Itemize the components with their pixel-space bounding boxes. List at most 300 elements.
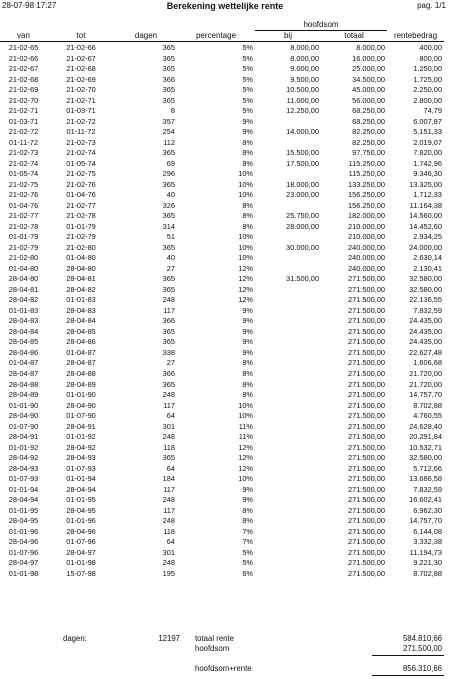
table-cell (255, 569, 321, 580)
table-cell: 365 (162, 43, 175, 52)
table-row (0, 106, 444, 117)
table-cell: 240.000,00 (348, 263, 386, 273)
table-cell: 21-02-74 (66, 148, 96, 158)
table-cell: 56.000,00 (352, 95, 386, 105)
table-cell: 366 (162, 316, 175, 326)
table-cell: 10% (238, 232, 253, 242)
table-cell: 12% (238, 284, 253, 294)
table-cell: 64 (166, 411, 175, 421)
table-cell: 28-04-88 (66, 368, 96, 378)
table-cell: 01-05-74 (8, 169, 39, 179)
table-cell: 8.000,00 (290, 43, 319, 52)
table-cell: 365 (162, 64, 175, 74)
table-cell: 21-02-68 (8, 74, 39, 84)
table-cell: 9% (242, 326, 253, 336)
table-cell: 12% (238, 274, 253, 284)
table-cell: 21-02-73 (8, 148, 39, 158)
table-cell: 365 (162, 453, 175, 463)
table-cell: 366 (162, 368, 175, 378)
table-cell: 9% (242, 337, 253, 347)
table-cell: 28-04-89 (66, 379, 96, 389)
table-cell: 21-02-67 (66, 53, 96, 63)
table-cell (255, 264, 321, 275)
table-row (0, 453, 444, 464)
table-cell (255, 422, 321, 433)
table-cell: 271.500,00 (348, 284, 386, 294)
table-cell: 8% (242, 516, 253, 526)
footer-sum-value: 856.310,66 (402, 664, 442, 673)
table-cell: 21-02-69 (8, 85, 39, 95)
table-cell: 01-01-98 (66, 558, 96, 568)
table-cell: 5% (242, 547, 253, 557)
table-cell: 64 (166, 463, 175, 473)
table-cell: 8% (242, 200, 253, 210)
table-cell: 8% (242, 358, 253, 368)
table-cell: 82.250,00 (352, 127, 386, 137)
table-cell: 8.702,88 (413, 400, 443, 410)
table-cell: 271.500,00 (348, 505, 386, 515)
table-cell: 28-04-91 (66, 421, 96, 431)
table-body (0, 42, 444, 580)
table-cell: 21-02-71 (8, 106, 39, 116)
table-cell: 01-07-90 (66, 411, 96, 421)
table-cell: 5% (242, 53, 253, 63)
table-cell: 271.500,00 (348, 537, 386, 547)
table-cell: 01-01-95 (8, 505, 39, 515)
table-cell (255, 464, 321, 475)
table-cell: 17.500,00 (286, 158, 319, 168)
table-row (0, 148, 444, 159)
table-cell: 28.000,00 (286, 221, 319, 231)
table-cell: 10.500,00 (286, 85, 319, 95)
table-row (0, 474, 444, 485)
table-cell: 21-02-77 (8, 211, 39, 221)
table-cell: 40 (166, 190, 175, 200)
table-cell: 240.000,00 (348, 242, 386, 252)
table-cell (255, 485, 321, 496)
table-cell: 21-02-66 (66, 43, 96, 52)
table-row (0, 558, 444, 569)
table-cell: 400,00 (419, 43, 443, 52)
table-cell: 240.000,00 (348, 253, 386, 263)
table-cell: 28-04-93 (66, 453, 96, 463)
footer-totaal-rente-label: totaal rente (195, 634, 235, 643)
table-cell: 271.500,00 (348, 547, 386, 557)
table-cell: 271.500,00 (348, 295, 386, 305)
table-cell: 271.500,00 (348, 558, 386, 568)
header-hoofdsom: hoofdsom (255, 20, 387, 31)
table-cell (255, 506, 321, 517)
table-cell: 51 (166, 232, 175, 242)
table-cell: 28-04-85 (66, 326, 96, 336)
table-cell (255, 358, 321, 369)
table-cell (255, 516, 321, 527)
table-cell: 12.250,00 (286, 106, 319, 116)
table-cell: 365 (162, 85, 175, 95)
table-row (0, 159, 444, 170)
table-cell: 365 (162, 148, 175, 158)
table-cell: 01-01-96 (66, 516, 96, 526)
table-cell: 23.000,00 (286, 190, 319, 200)
table-cell: 01-04-80 (8, 263, 39, 273)
table-cell: 01-03-71 (66, 106, 96, 116)
table-cell: 9.346,30 (413, 169, 443, 179)
table-cell: 8% (242, 158, 253, 168)
table-cell: 12% (238, 295, 253, 305)
table-cell: 10% (238, 242, 253, 252)
table-cell: 248 (162, 495, 175, 505)
table-cell: 12% (238, 263, 253, 273)
total-rule (372, 675, 444, 676)
table-cell: 365 (162, 53, 175, 63)
table-row (0, 390, 444, 401)
table-cell: 21-02-65 (8, 43, 39, 52)
table-cell: 28-04-90 (66, 400, 96, 410)
table-cell: 366 (162, 74, 175, 84)
table-cell: 6.007,87 (413, 116, 443, 126)
table-cell: 357 (162, 116, 175, 126)
table-cell: 118 (163, 526, 175, 536)
table-cell: 28-04-94 (66, 484, 96, 494)
table-cell: 156.250,00 (348, 190, 386, 200)
table-cell: 271.500,00 (348, 484, 386, 494)
table-cell: 10% (238, 474, 253, 484)
table-cell: 271.500,00 (348, 453, 386, 463)
table-cell: 133.250,00 (348, 179, 386, 189)
table-row (0, 464, 444, 475)
table-row (0, 222, 444, 233)
table-cell: 156.250,00 (348, 200, 386, 210)
table-cell: 271.500,00 (348, 495, 386, 505)
table-cell (255, 348, 321, 359)
table-cell (255, 316, 321, 327)
table-cell: 22.627,48 (409, 347, 443, 357)
table-cell: 9.221,30 (413, 558, 443, 568)
table-cell: 21-02-68 (66, 64, 96, 74)
table-cell: 271.500,00 (348, 379, 386, 389)
table-cell: 01-01-96 (8, 526, 39, 536)
table-cell: 21-02-75 (66, 169, 96, 179)
table-cell: 21-02-69 (66, 74, 96, 84)
table-cell: 2.250,00 (413, 85, 443, 95)
table-cell: 64 (166, 537, 175, 547)
table-cell: 97.750,00 (352, 148, 386, 158)
table-cell: 5% (242, 95, 253, 105)
table-cell: 21-02-76 (8, 190, 39, 200)
table-cell: 21.720,00 (409, 379, 443, 389)
table-cell: 11.000,00 (286, 95, 319, 105)
table-row (0, 380, 444, 391)
table-cell: 21-02-72 (66, 116, 96, 126)
table-cell: 25.000,00 (352, 64, 386, 74)
table-cell (255, 201, 321, 212)
table-row (0, 485, 444, 496)
table-cell: 01-11-72 (66, 127, 96, 137)
table-cell: 8% (242, 390, 253, 400)
table-cell: 5.712,66 (413, 463, 443, 473)
table-cell: 5% (242, 74, 253, 84)
table-cell (255, 169, 321, 180)
table-cell: 2.130,41 (413, 263, 443, 273)
table-cell: 28-04-87 (66, 358, 96, 368)
table-cell: 01-07-96 (66, 537, 96, 547)
table-cell: 01-07-96 (8, 547, 39, 557)
table-cell: 248 (162, 390, 175, 400)
col-van: van (0, 31, 47, 42)
table-cell: 1.712,33 (413, 190, 443, 200)
table-cell: 271.500,00 (348, 516, 386, 526)
table-cell: 210.000,00 (348, 221, 386, 231)
table-cell: 13.686,58 (409, 474, 443, 484)
table-cell: 365 (162, 242, 175, 252)
table-cell: 14.452,60 (409, 221, 443, 231)
table-cell: 11.194,73 (409, 547, 443, 557)
table-cell: 28-04-96 (66, 526, 96, 536)
table-cell: 14.757,70 (409, 516, 443, 526)
table-cell: 1.250,00 (413, 64, 443, 74)
table-cell: 21-02-75 (8, 179, 39, 189)
table-cell: 117 (163, 505, 175, 515)
table-cell: 32.580,00 (409, 284, 443, 294)
table-cell: 248 (162, 558, 175, 568)
table-cell (255, 537, 321, 548)
table-row (0, 358, 444, 369)
table-cell: 8 (170, 106, 175, 116)
table-cell: 32.580,00 (409, 453, 443, 463)
table-cell (255, 474, 321, 485)
table-cell: 20.291,84 (409, 432, 443, 442)
table-row (0, 506, 444, 517)
table-cell: 1.742,96 (413, 158, 443, 168)
table-row (0, 306, 444, 317)
table-cell: 21-02-67 (8, 64, 39, 74)
col-rentebedrag: rentebedrag (387, 31, 444, 42)
table-cell: 271.500,00 (348, 368, 386, 378)
interest-table (0, 20, 444, 579)
table-row (0, 443, 444, 454)
table-row (0, 75, 444, 86)
col-tot: tot (47, 31, 115, 42)
table-cell: 248 (162, 432, 175, 442)
table-cell: 16.602,41 (409, 495, 443, 505)
table-cell: 10% (238, 400, 253, 410)
table-cell: 210.000,00 (348, 232, 386, 242)
table-cell: 28-04-84 (66, 316, 96, 326)
table-cell: 30.000,00 (286, 242, 319, 252)
table-cell: 21.720,00 (409, 368, 443, 378)
table-cell: 195 (162, 568, 175, 578)
table-cell: 27 (166, 358, 175, 368)
table-cell: 9% (242, 127, 253, 137)
table-row (0, 138, 444, 149)
table-cell: 01-04-87 (8, 358, 39, 368)
table-cell (255, 527, 321, 538)
table-cell: 01-01-94 (66, 474, 96, 484)
table-cell: 9.000,00 (290, 64, 319, 74)
table-cell: 4.760,55 (413, 411, 443, 421)
table-row (0, 548, 444, 559)
table-cell: 14.757,70 (409, 390, 443, 400)
table-cell: 1.606,68 (413, 358, 443, 368)
table-cell: 8.000,00 (290, 53, 319, 63)
table-cell: 8% (242, 368, 253, 378)
table-cell: 28-04-83 (66, 305, 96, 315)
footer-dagen-label: dagen: (63, 634, 87, 643)
table-cell: 21-02-66 (8, 53, 39, 63)
table-cell: 28-04-84 (8, 326, 39, 336)
table-cell: 28-04-90 (8, 411, 39, 421)
table-cell: 9% (242, 347, 253, 357)
table-row (0, 54, 444, 65)
table-cell: 01-01-83 (66, 295, 96, 305)
table-cell: 24.000,00 (409, 242, 443, 252)
table-cell: 365 (162, 337, 175, 347)
table-cell (255, 411, 321, 422)
table-cell: 9% (242, 116, 253, 126)
table-cell: 01-01-79 (8, 232, 39, 242)
table-row (0, 169, 444, 180)
table-row (0, 527, 444, 538)
footer-dagen-value: 12197 (158, 634, 180, 643)
table-cell: 271.500,00 (348, 326, 386, 336)
table-cell: 5% (242, 85, 253, 95)
table-cell: 11.164,38 (409, 200, 443, 210)
table-cell: 28-04-96 (8, 537, 39, 547)
table-cell: 28-04-92 (8, 453, 39, 463)
table-row (0, 295, 444, 306)
table-cell: 11% (238, 421, 253, 431)
table-cell: 21-02-70 (66, 85, 96, 95)
table-cell: 28-04-97 (8, 558, 39, 568)
table-cell: 112 (163, 137, 175, 147)
table-cell: 271.500,00 (348, 474, 386, 484)
table-cell (255, 138, 321, 149)
table-cell: 7% (242, 526, 253, 536)
table-cell: 24.435,00 (409, 326, 443, 336)
table-cell: 15.500,00 (286, 148, 319, 158)
table-cell: 45.000,00 (352, 85, 386, 95)
table-cell: 9% (242, 305, 253, 315)
table-cell: 271.500,00 (348, 411, 386, 421)
table-cell: 18.000,00 (286, 179, 319, 189)
table-row (0, 369, 444, 380)
table-cell: 271.500,00 (348, 358, 386, 368)
table-cell (255, 327, 321, 338)
table-cell: 7.832,59 (413, 484, 443, 494)
table-cell: 2.019,07 (413, 137, 443, 147)
table-cell: 01-03-71 (8, 116, 39, 126)
table-cell: 12% (238, 453, 253, 463)
table-cell: 13.325,00 (409, 179, 443, 189)
table-cell: 28-04-86 (66, 337, 96, 347)
table-cell: 5.151,33 (413, 127, 443, 137)
table-cell (255, 369, 321, 380)
table-cell: 5% (242, 106, 253, 116)
sum-rule (372, 655, 444, 656)
table-cell: 01-01-90 (8, 400, 39, 410)
table-cell: 271.500,00 (348, 305, 386, 315)
table-cell (255, 443, 321, 454)
table-cell: 2.800,00 (413, 95, 443, 105)
table-cell: 69 (166, 158, 175, 168)
table-cell: 01-07-90 (8, 421, 39, 431)
table-row (0, 411, 444, 422)
table-cell: 28-04-91 (8, 432, 39, 442)
report-title: Berekening wettelijke rente (166, 1, 284, 11)
table-cell: 28-04-83 (8, 316, 39, 326)
table-cell: 28-04-95 (66, 505, 96, 515)
table-cell: 271.500,00 (348, 316, 386, 326)
table-cell: 22.136,55 (409, 295, 443, 305)
table-cell: 271.500,00 (348, 568, 386, 578)
table-cell: 9% (242, 484, 253, 494)
table-row (0, 243, 444, 254)
table-cell: 21-02-78 (66, 211, 96, 221)
table-cell: 40 (166, 253, 175, 263)
table-cell: 01-01-90 (66, 390, 96, 400)
table-cell: 01-07-93 (8, 474, 39, 484)
table-cell: 82.250,00 (352, 137, 386, 147)
table-cell: 271.500,00 (348, 347, 386, 357)
table-cell: 01-04-76 (66, 190, 96, 200)
table-cell: 01-05-74 (66, 158, 96, 168)
table-cell: 248 (162, 516, 175, 526)
table-cell: 31.500,00 (286, 274, 319, 284)
table-cell: 117 (163, 305, 175, 315)
table-cell: 365 (162, 179, 175, 189)
table-cell: 01-11-72 (8, 137, 39, 147)
table-cell: 8% (242, 148, 253, 158)
table-cell: 01-01-98 (8, 568, 39, 578)
table-row (0, 64, 444, 75)
table-row (0, 96, 444, 107)
table-row (0, 422, 444, 433)
table-cell: 01-01-79 (66, 221, 96, 231)
table-cell: 28-04-95 (8, 516, 39, 526)
table-cell: 365 (162, 284, 175, 294)
table-cell: 365 (162, 95, 175, 105)
table-cell (255, 495, 321, 506)
col-percentage: percentage (177, 31, 255, 42)
table-cell: 01-01-95 (66, 495, 96, 505)
table-cell: 2.630,14 (413, 253, 443, 263)
table-cell: 5% (242, 558, 253, 568)
table-cell: 8% (242, 211, 253, 221)
table-cell: 21-02-79 (8, 242, 39, 252)
table-cell: 28-04-92 (66, 442, 96, 452)
table-cell: 21-02-72 (8, 127, 39, 137)
table-cell: 1.725,00 (413, 74, 443, 84)
table-cell: 16.000,00 (352, 53, 386, 63)
table-cell: 254 (162, 127, 175, 137)
table-cell: 2.934,25 (413, 232, 443, 242)
table-row (0, 274, 444, 285)
table-cell: 271.500,00 (348, 400, 386, 410)
col-bij: bij (255, 31, 321, 42)
table-row (0, 127, 444, 138)
table-cell: 28-04-89 (8, 390, 39, 400)
table-cell: 6.962,30 (413, 505, 443, 515)
table-cell: 01-04-76 (8, 200, 39, 210)
table-cell: 14.000,00 (286, 127, 319, 137)
table-cell: 9% (242, 495, 253, 505)
table-row (0, 495, 444, 506)
table-cell: 8.000,00 (356, 43, 386, 52)
table-cell: 184 (162, 474, 175, 484)
table-cell: 8% (242, 221, 253, 231)
table-cell: 28-04-80 (66, 263, 96, 273)
table-cell (255, 232, 321, 243)
